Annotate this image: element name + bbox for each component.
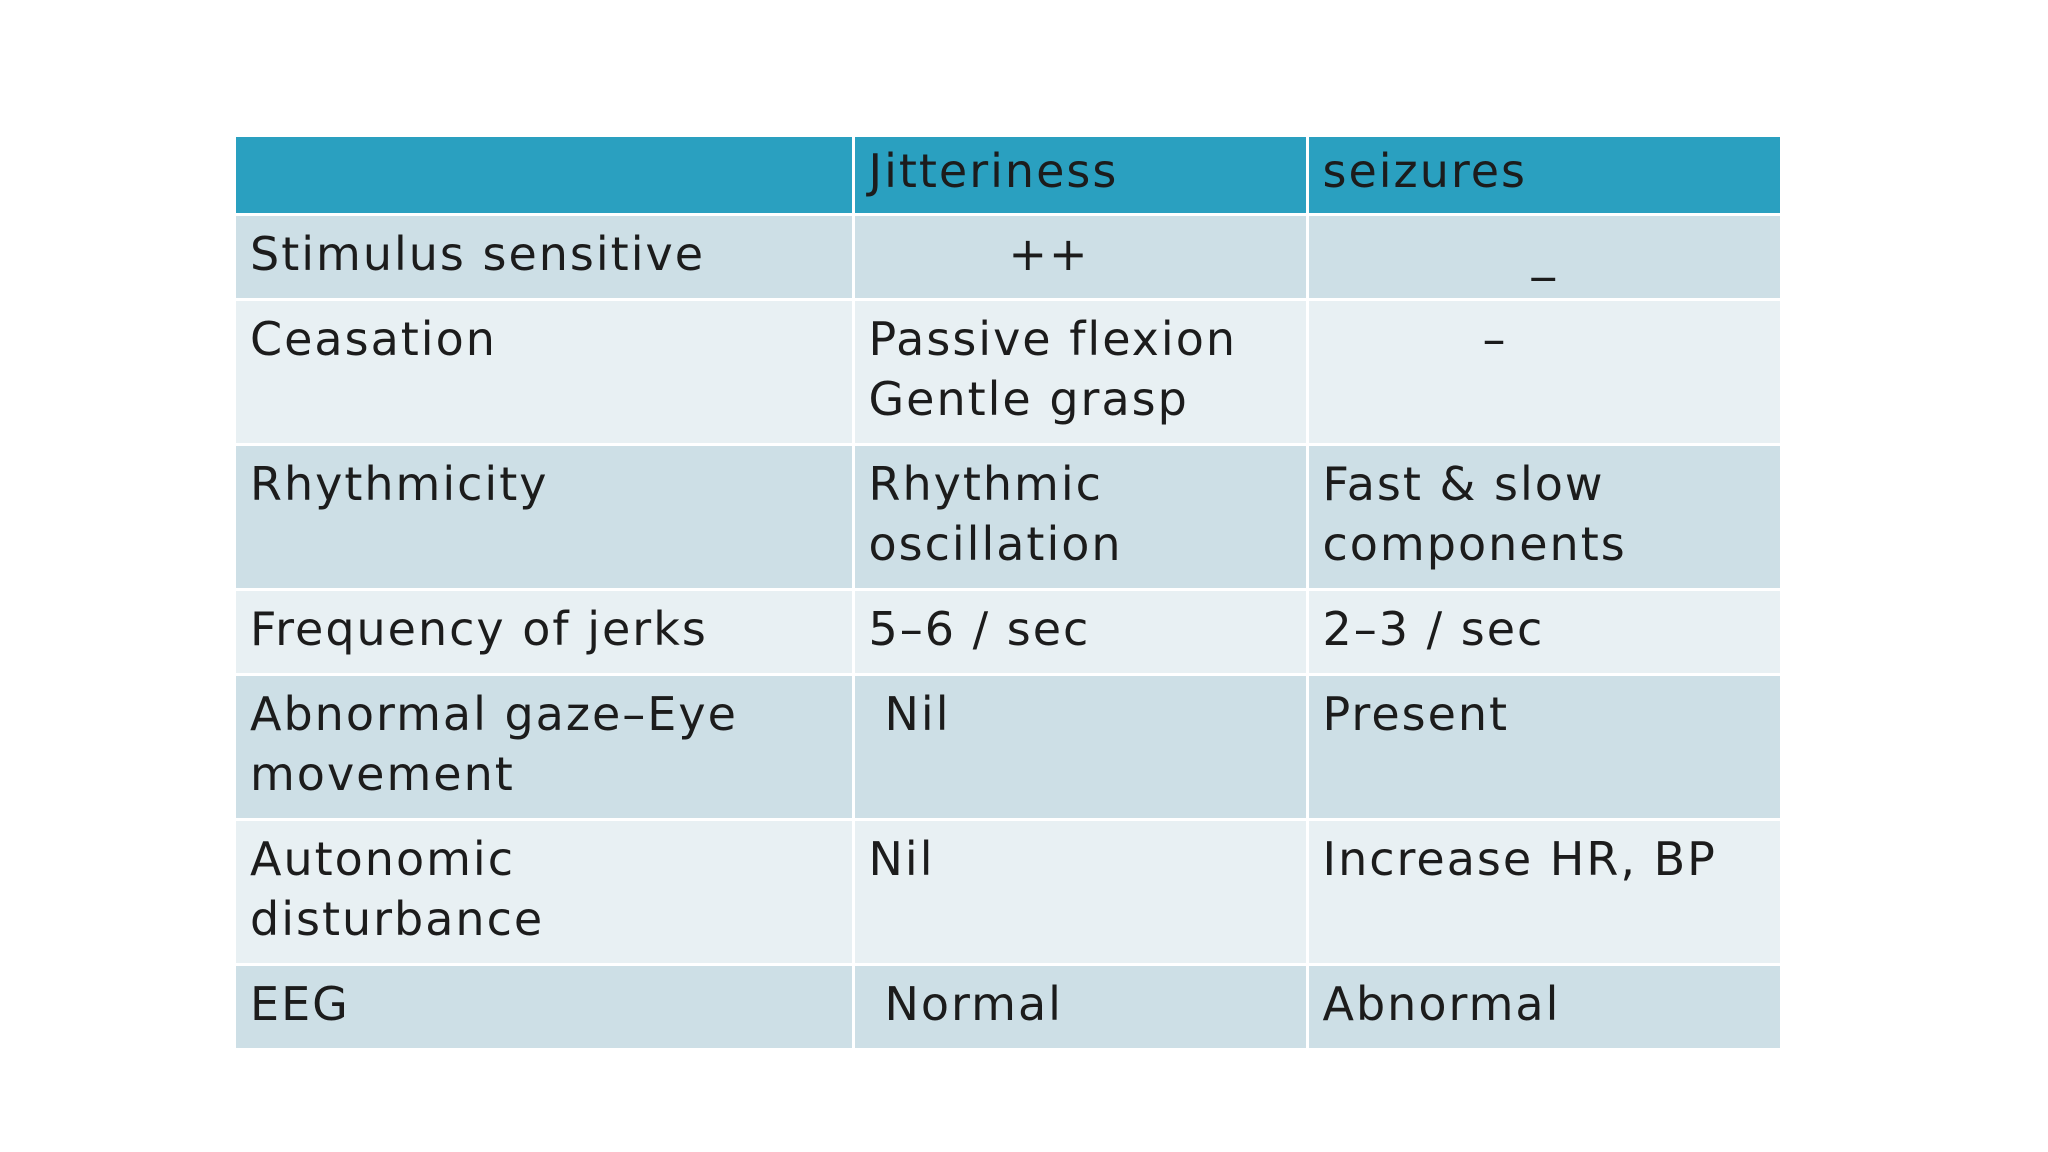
cell-line: components xyxy=(1322,517,1627,571)
row-jitteriness xyxy=(853,590,1307,675)
cell-line: Fast & slow xyxy=(1322,457,1605,511)
cell-line: ++ xyxy=(1008,227,1090,281)
cell-line: disturbance xyxy=(250,892,545,946)
table-row xyxy=(236,445,1780,590)
table-row xyxy=(236,590,1780,675)
table-header-row xyxy=(236,137,1780,215)
header-seizures: seizures xyxy=(1307,137,1780,215)
header-jitteriness: Jitteriness xyxy=(853,137,1307,215)
table-row xyxy=(236,215,1780,300)
row-seizures xyxy=(1307,590,1780,675)
row-jitteriness xyxy=(853,445,1307,590)
row-jitteriness xyxy=(853,215,1307,300)
row-seizures xyxy=(1307,965,1780,1050)
row-feature xyxy=(236,215,853,300)
cell-line: Abnormal gaze–Eye xyxy=(250,687,738,741)
row-feature xyxy=(236,820,853,965)
cell-line: Frequency of jerks xyxy=(250,602,708,656)
cell-line: 5–6 / sec xyxy=(868,602,1091,656)
row-feature xyxy=(236,445,853,590)
cell-line: Increase HR, BP xyxy=(1322,832,1717,886)
row-seizures xyxy=(1307,445,1780,590)
row-feature xyxy=(236,675,853,820)
comparison-table xyxy=(236,137,1780,1051)
row-jitteriness xyxy=(853,675,1307,820)
cell-line: Gentle grasp xyxy=(868,372,1189,426)
cell-line: Autonomic xyxy=(250,832,515,886)
cell-line: Normal xyxy=(884,977,1063,1031)
cell-line: Nil xyxy=(868,832,935,886)
row-seizures xyxy=(1307,215,1780,300)
cell-line: Passive flexion xyxy=(868,312,1237,366)
row-feature xyxy=(236,965,853,1050)
cell-line: Rhythmicity xyxy=(250,457,549,511)
row-seizures xyxy=(1307,820,1780,965)
row-feature xyxy=(236,590,853,675)
cell-line: movement xyxy=(250,747,515,801)
table-row xyxy=(236,965,1780,1050)
row-jitteriness xyxy=(853,965,1307,1050)
header-feature xyxy=(236,137,853,215)
row-seizures xyxy=(1307,675,1780,820)
cell-line: 2–3 / sec xyxy=(1322,602,1545,656)
table-row xyxy=(236,820,1780,965)
cell-line: Abnormal xyxy=(1322,977,1561,1031)
cell-line: Rhythmic xyxy=(868,457,1103,511)
cell-line: Ceasation xyxy=(250,312,497,366)
cell-line: EEG xyxy=(250,977,350,1031)
cell-line: oscillation xyxy=(868,517,1123,571)
row-jitteriness xyxy=(853,820,1307,965)
table-row xyxy=(236,300,1780,445)
cell-line: Present xyxy=(1322,687,1510,741)
comparison-table-container xyxy=(236,137,1780,1051)
row-seizures xyxy=(1307,300,1780,445)
cell-line: – xyxy=(1482,312,1508,366)
row-jitteriness xyxy=(853,300,1307,445)
cell-line: _ xyxy=(1531,227,1557,281)
cell-line: Nil xyxy=(884,687,951,741)
row-feature xyxy=(236,300,853,445)
cell-line: Stimulus sensitive xyxy=(250,227,706,281)
table-row xyxy=(236,675,1780,820)
